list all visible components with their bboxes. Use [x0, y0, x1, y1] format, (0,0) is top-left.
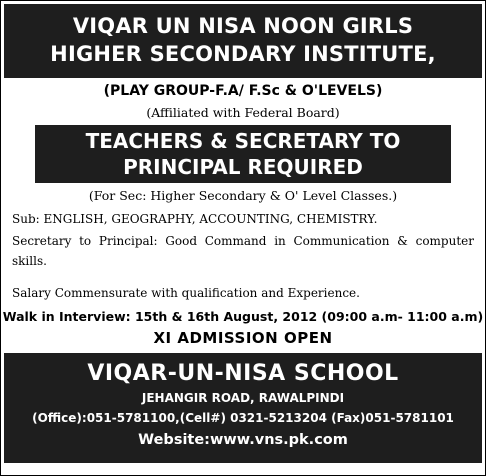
headline-line2: PRINCIPAL REQUIRED [123, 155, 363, 179]
vacancy-headline-banner [35, 125, 451, 183]
institute-name-line1: VIQAR UN NISA NOON GIRLS [72, 14, 414, 38]
walk-in-interview: Walk in Interview: 15th & 16th August, 2012 (09:00 a.m- 11:00 a.m) [2, 309, 484, 324]
headline-line1: TEACHERS & SECRETARY TO [85, 129, 401, 153]
admission-notice: XI ADMISSION OPEN [153, 329, 333, 347]
school-contact-banner [4, 353, 482, 463]
website-link[interactable]: Website:www.vns.pk.com [138, 432, 348, 448]
contact-phones: (Office):051-5781100,(Cell#) 0321-5213204 (Fax)051-5781101 [32, 411, 454, 425]
salary-info: Salary Commensurate with qualification and Experience. [12, 286, 360, 300]
subjects-list: Sub: ENGLISH, GEOGRAPHY, ACCOUNTING, CHEMISTRY. [12, 212, 378, 226]
programs-offered: (PLAY GROUP-F.A/ F.Sc & O'LEVELS) [103, 83, 383, 99]
institute-name-line2: HIGHER SECONDARY INSTITUTE, [50, 42, 436, 66]
institute-header-banner [4, 4, 482, 78]
secretary-requirements: Secretary to Principal: Good Command in Communication & computer skills. [12, 234, 474, 268]
school-address: JEHANGIR ROAD, RAWALPINDI [141, 391, 345, 405]
section-info: (For Sec: Higher Secondary & O' Level Classes.) [88, 188, 398, 203]
school-name: VIQAR-UN-NISA SCHOOL [87, 361, 399, 386]
board-affiliation: (Affiliated with Federal Board) [146, 105, 340, 120]
